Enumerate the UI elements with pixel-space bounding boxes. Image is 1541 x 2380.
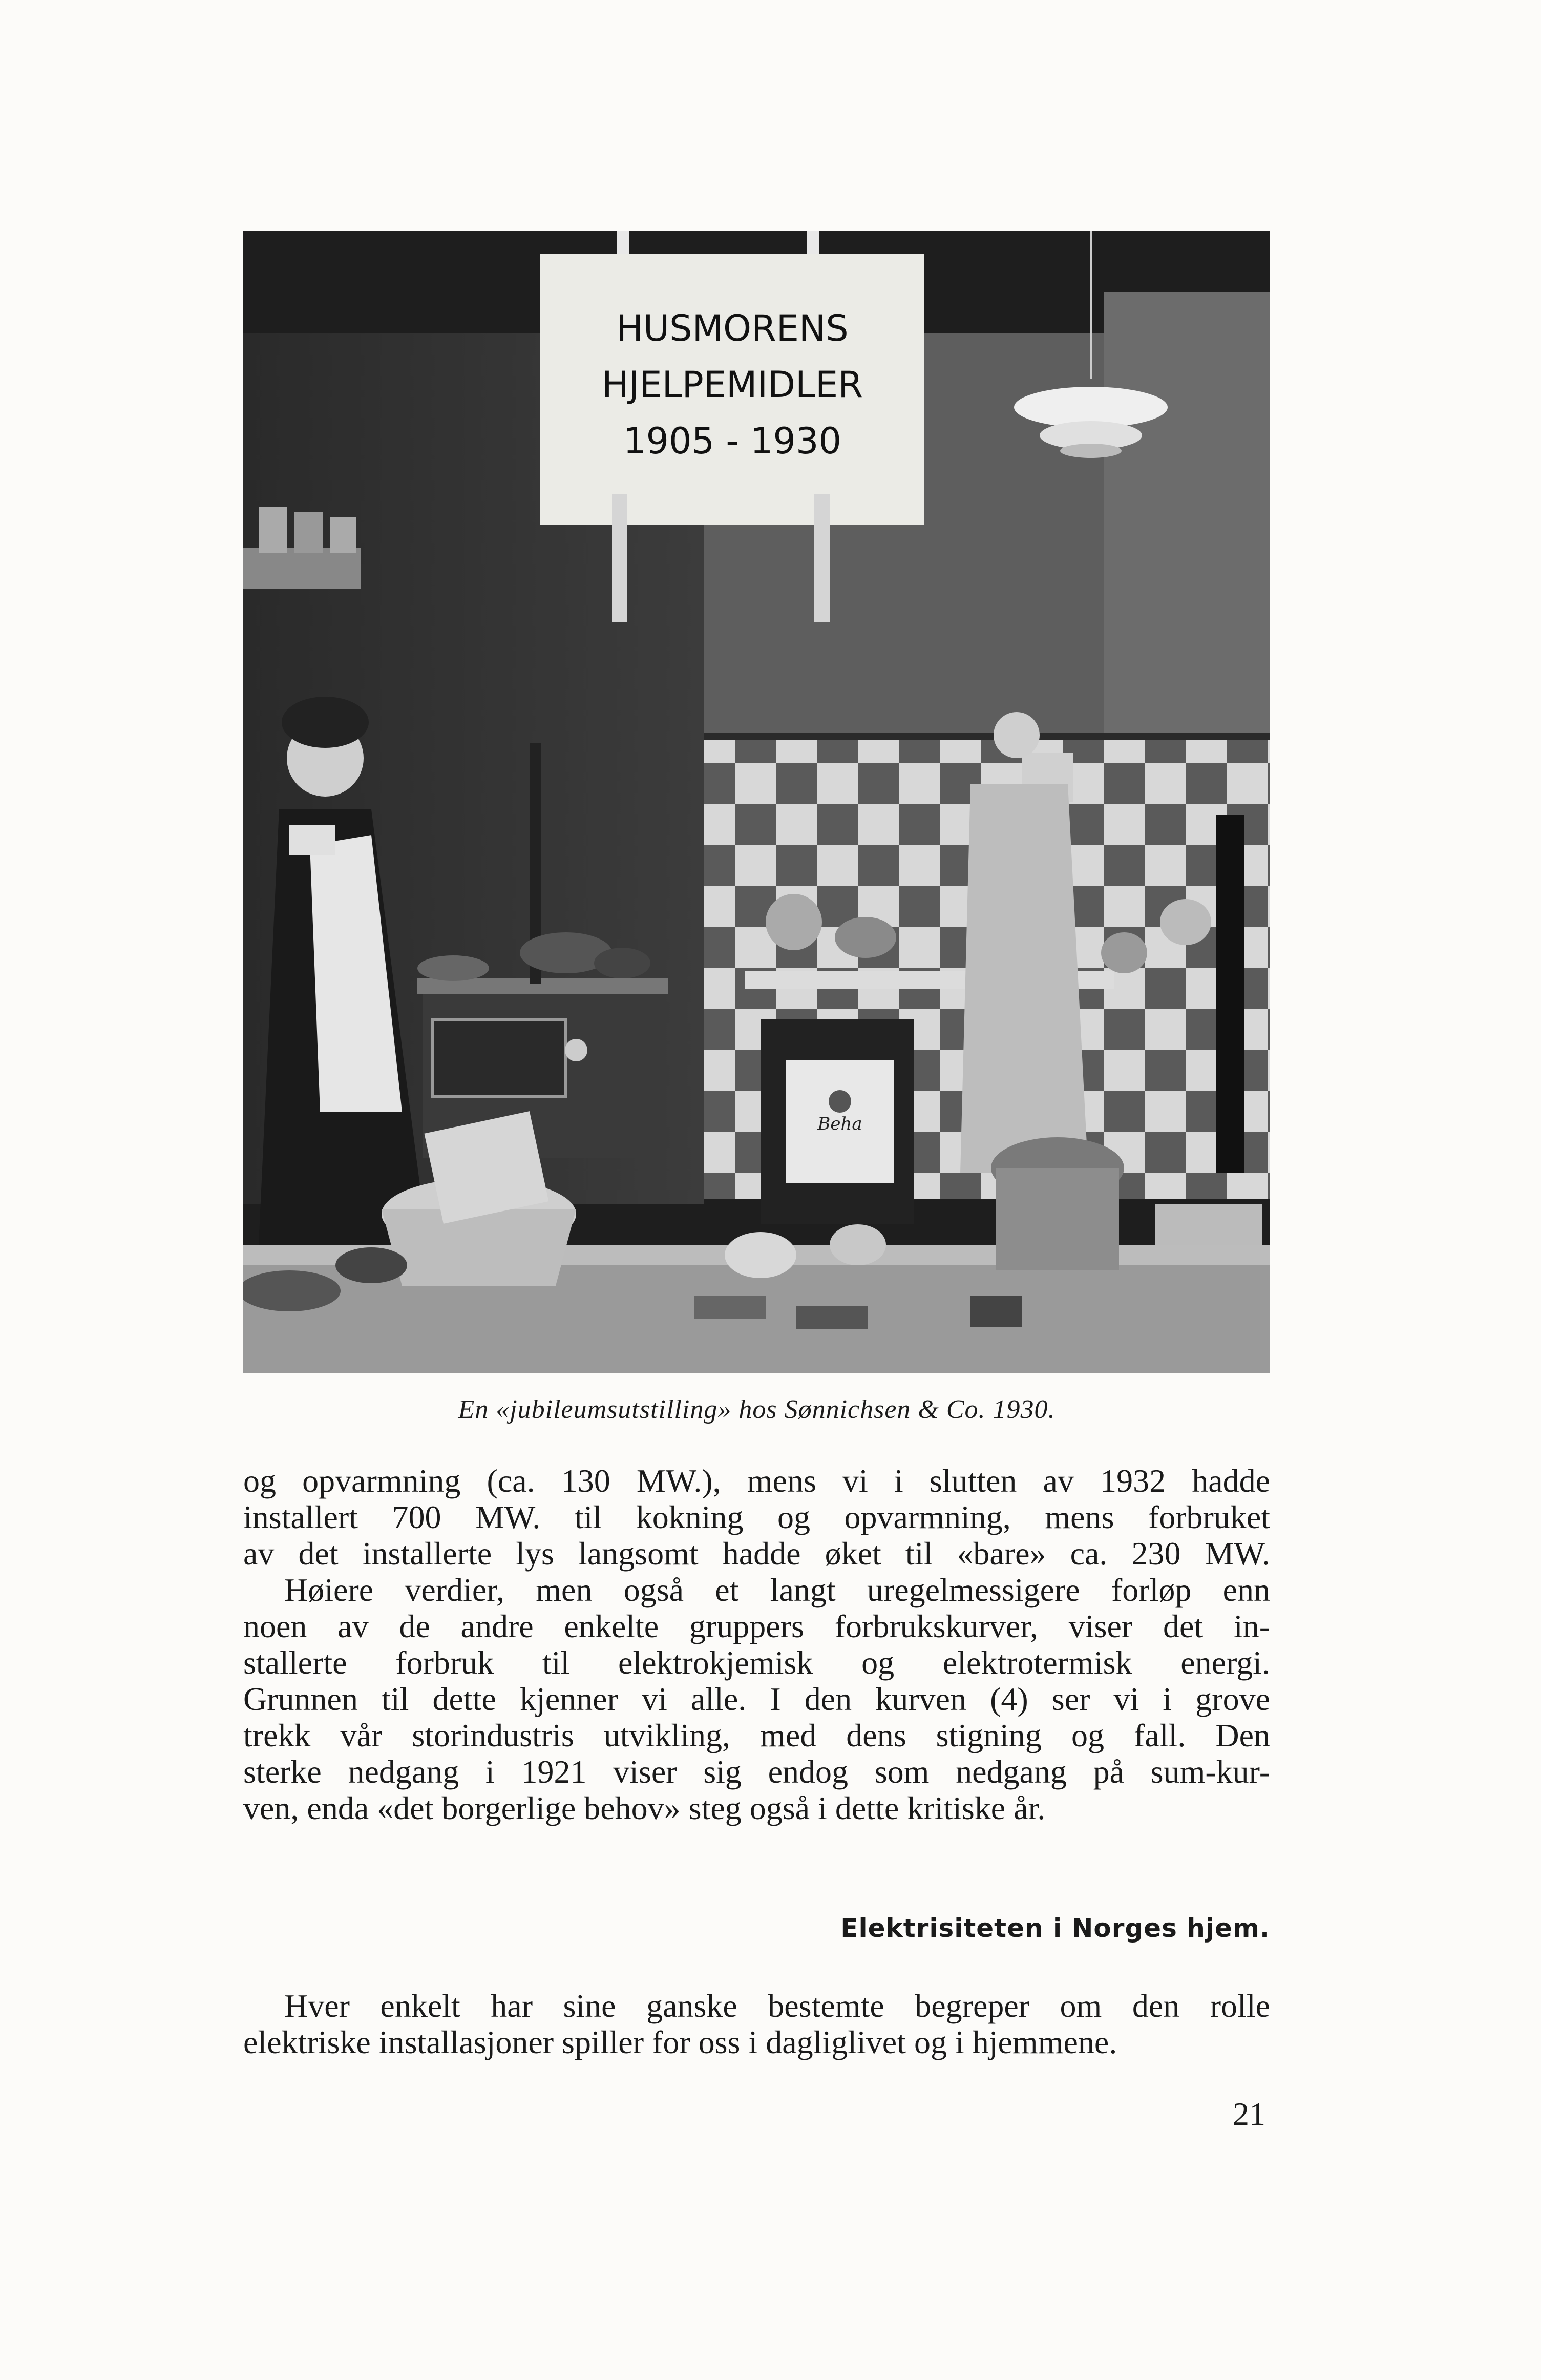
paragraph-2-line: elektriske installasjoner spiller for oss i dagliglivet og i hjemmene. — [243, 2024, 1117, 2060]
paragraph-1-line: og opvarmning (ca. 130 MW.), mens vi i slutten av 1932 hadde — [243, 1463, 1270, 1499]
paragraph-1-line: noen av de andre enkelte gruppers forbrukskurver, viser det in- — [243, 1608, 1270, 1644]
photo-caption: En «jubileumsutstilling» hos Sønnichsen & Co. 1930. — [458, 1395, 1056, 1424]
stove-badge: Beha — [817, 1114, 862, 1134]
sign-line-1: HUSMORENS — [616, 307, 849, 349]
sign-line-2: HJELPEMIDLER — [602, 364, 863, 406]
page-number: 21 — [1233, 2096, 1265, 2132]
paragraph-1-line: installert 700 MW. til kokning og opvarmning, mens forbruket — [243, 1499, 1270, 1535]
paragraph-1-line: trekk vår storindustris utvikling, med dens stigning og fall. Den — [243, 1717, 1270, 1753]
paragraph-1-line: ven, enda «det borgerlige behov» steg også i dette kritiske år. — [243, 1790, 1046, 1826]
exhibition-photo-illustration — [243, 231, 1270, 1373]
paragraph-1 — [243, 1463, 1270, 1826]
section-heading: Elektrisiteten i Norges hjem. — [840, 1913, 1270, 1943]
paragraph-1-line: stallerte forbruk til elektrokjemisk og elektrotermisk energi. — [243, 1644, 1270, 1681]
paragraph-2-line: Hver enkelt har sine ganske bestemte begreper om den rolle — [284, 1988, 1270, 2024]
paragraph-2 — [243, 1988, 1270, 2060]
sign-line-3: 1905 - 1930 — [623, 420, 842, 462]
paragraph-1-line: Høiere verdier, men også et langt uregelmessigere forløp enn — [284, 1572, 1270, 1608]
paragraph-1-line: sterke nedgang i 1921 viser sig endog som nedgang på sum-kur- — [243, 1753, 1270, 1790]
paragraph-1-line: Grunnen til dette kjenner vi alle. I den kurven (4) ser vi i grove — [243, 1681, 1270, 1717]
exhibition-photo — [243, 231, 1270, 1373]
paragraph-1-line: av det installerte lys langsomt hadde øket til «bare» ca. 230 MW. — [243, 1535, 1270, 1572]
